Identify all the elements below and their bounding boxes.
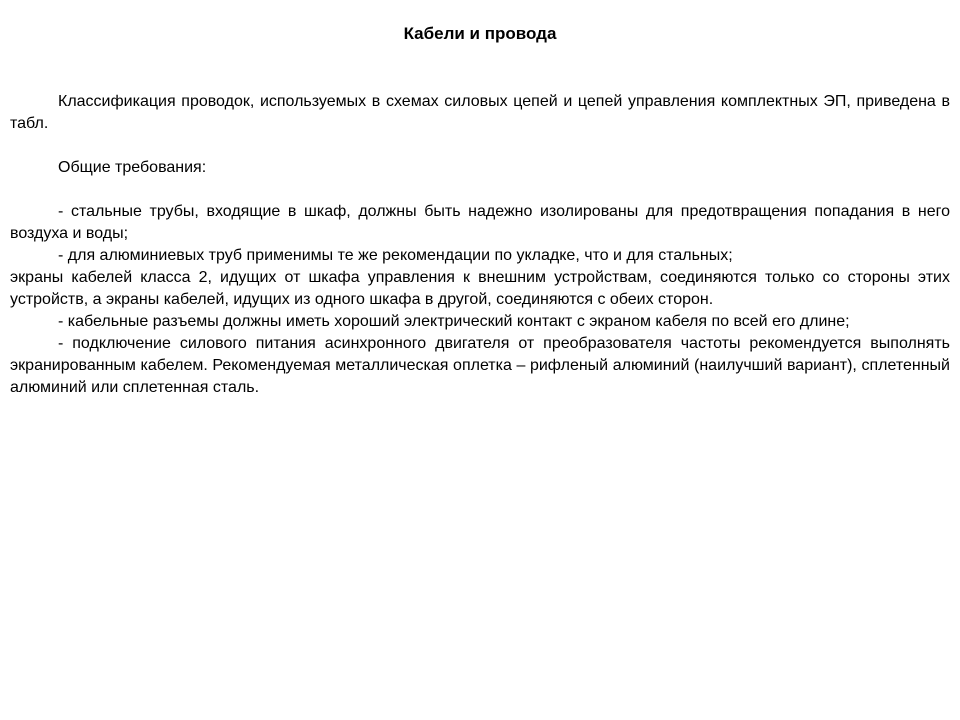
spacer: [10, 179, 950, 201]
intro-paragraph: Классификация проводок, используемых в схемах силовых цепей и цепей управления комплектных ЭП, приведена в табл.: [10, 93, 950, 132]
requirement-item: - стальные трубы, входящие в шкаф, должны быть надежно изолированы для предотвращения попадания в него воздуха и воды;: [10, 203, 950, 242]
requirement-item: экраны кабелей класса 2, идущих от шкафа управления к внешним устройствам, соединяются только со стороны этих устройств, а экраны кабелей, идущих из одного шкафа в другой, соединяются с обеих сторон.: [10, 269, 950, 308]
spacer: [10, 135, 950, 157]
page-title: Кабели и провода: [403, 24, 557, 43]
requirements-heading: Общие требования:: [58, 159, 207, 176]
requirement-item: - подключение силового питания асинхронного двигателя от преобразователя частоты рекомендуется выполнять экранированным кабелем. Рекомендуемая металлическая оплетка – рифленый алюминий (наилучший вариант), сплетенный алюминий или сплетенная сталь.: [10, 335, 950, 396]
document-body: [10, 91, 950, 399]
requirement-item: - кабельные разъемы должны иметь хороший электрический контакт с экраном кабеля по всей его длине;: [58, 313, 850, 330]
requirement-item: - для алюминиевых труб применимы те же рекомендации по укладке, что и для стальных;: [58, 247, 733, 264]
